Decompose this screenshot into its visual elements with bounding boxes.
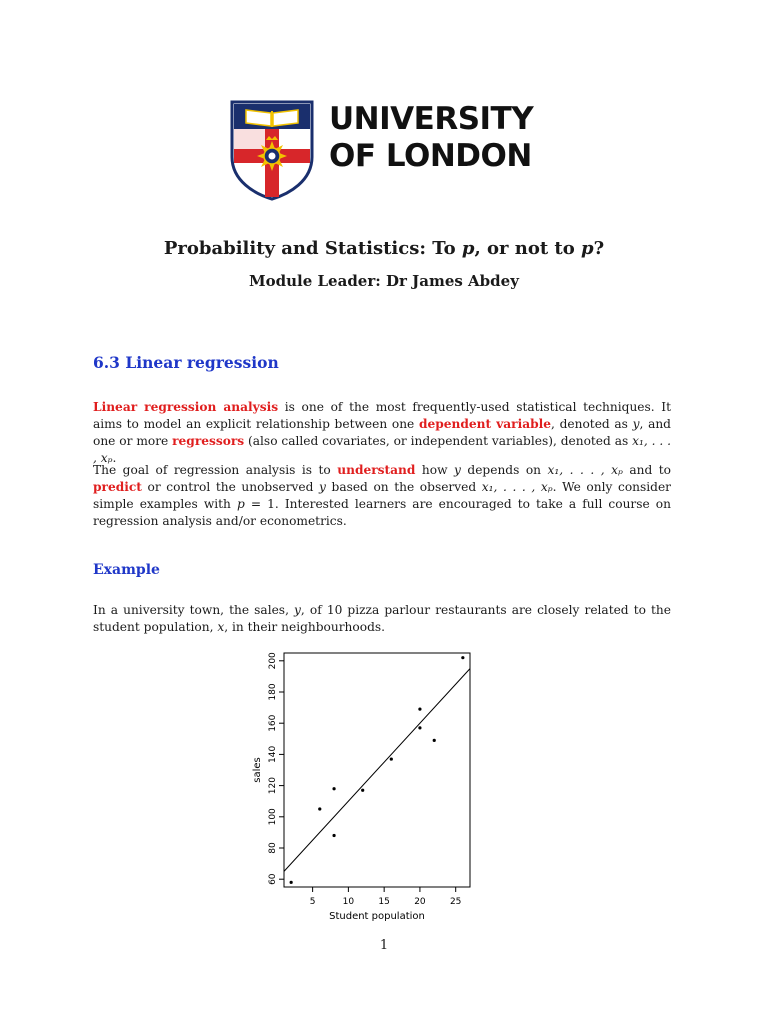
university-crest-icon [229,99,315,201]
logo-line-1: UNIVERSITY [329,101,534,137]
paragraph-goal [93,462,671,530]
term-linear-regression-analysis: Linear regression analysis [93,400,279,414]
term-understand: understand [337,463,416,477]
para2-text-8: = 1. Interested learners are encouraged to take a full course on regression analysis and/or econometrics. [93,497,671,528]
example-text-2: , of 10 pizza parlour restaurants are closely related to the student population, [93,603,671,634]
data-point [433,739,436,742]
y-tick-label: 100 [268,808,278,826]
example-heading: Example [93,562,160,578]
para2-math-p: p [236,497,245,511]
data-point [318,807,321,810]
title-middle: , or not to [474,238,582,259]
y-tick-label: 140 [268,745,278,763]
scatter-chart [248,645,480,925]
y-axis-label: sales [252,757,263,783]
data-point [290,881,293,884]
module-leader: Module Leader: Dr James Abdey [249,272,519,290]
y-tick-label: 200 [268,652,278,670]
data-point [361,789,364,792]
x-tick-label: 20 [414,897,426,907]
para2-text-7: . We only consider simple examples with [93,480,671,511]
para1-text-3: , and one or more [93,417,671,448]
y-tick-label: 80 [268,842,278,854]
chart-content [268,652,470,907]
para1-math-xs: x₁, . . . , xₚ [93,434,671,465]
para1-text-1: is one of the most frequently-used statistical techniques. It aims to model an explicit relationship between one [93,400,671,431]
example-math-y: y [294,603,301,617]
para2-text-3: depends on [460,463,548,477]
data-point [461,656,464,659]
term-predict: predict [93,480,142,494]
para2-text-5: or control the unobserved [141,480,320,494]
para2-math-y2: y [319,480,326,494]
data-point [418,726,421,729]
y-tick-label: 60 [268,873,278,885]
document-title [0,238,768,259]
para2-text-4: and to [622,463,671,477]
y-tick-label: 160 [268,714,278,732]
section-heading: 6.3 Linear regression [93,353,279,372]
para1-text-5: . [112,451,117,465]
example-text-3: , in their neighbourhoods. [224,620,386,634]
para2-math-y1: y [454,463,461,477]
title-suffix: ? [593,238,605,259]
logo-line-2: OF LONDON [329,138,532,174]
data-point [332,834,335,837]
y-tick-label: 180 [268,683,278,701]
university-logo [229,99,549,201]
regression-line [284,669,470,872]
term-regressors: regressors [172,434,245,448]
paragraph-example [93,602,671,636]
title-p2: p [581,238,594,259]
page-number: 1 [379,938,389,953]
x-tick-label: 25 [449,897,462,907]
paragraph-intro [93,399,671,467]
scatter-chart-svg [248,645,480,925]
x-tick-label: 5 [309,897,316,907]
data-point [332,787,335,790]
title-prefix: Probability and Statistics: To [163,238,462,259]
para2-text-1: The goal of regression analysis is to [93,463,338,477]
term-dependent-variable: dependent variable [418,417,552,431]
data-point [418,708,421,711]
title-p1: p [461,238,475,259]
para2-text-2: how [415,463,455,477]
university-name [329,101,533,175]
example-math-x: x [217,620,225,634]
para2-math-xs2: x₁, . . . , xₚ [481,480,553,494]
x-tick-label: 10 [342,897,355,907]
x-tick-label: 15 [378,897,390,907]
para1-math-y: y [632,417,640,431]
para2-math-xs1: x₁, . . . , xₚ [547,463,623,477]
para1-text-4: (also called covariates, or independent variables), denoted as [244,434,633,448]
para1-text-2: , denoted as [551,417,633,431]
x-axis-label: Student population [329,911,425,922]
example-text-1: In a university town, the sales, [93,603,295,617]
para2-text-6: based on the observed [325,480,482,494]
data-point [390,757,393,760]
y-tick-label: 120 [268,777,278,795]
